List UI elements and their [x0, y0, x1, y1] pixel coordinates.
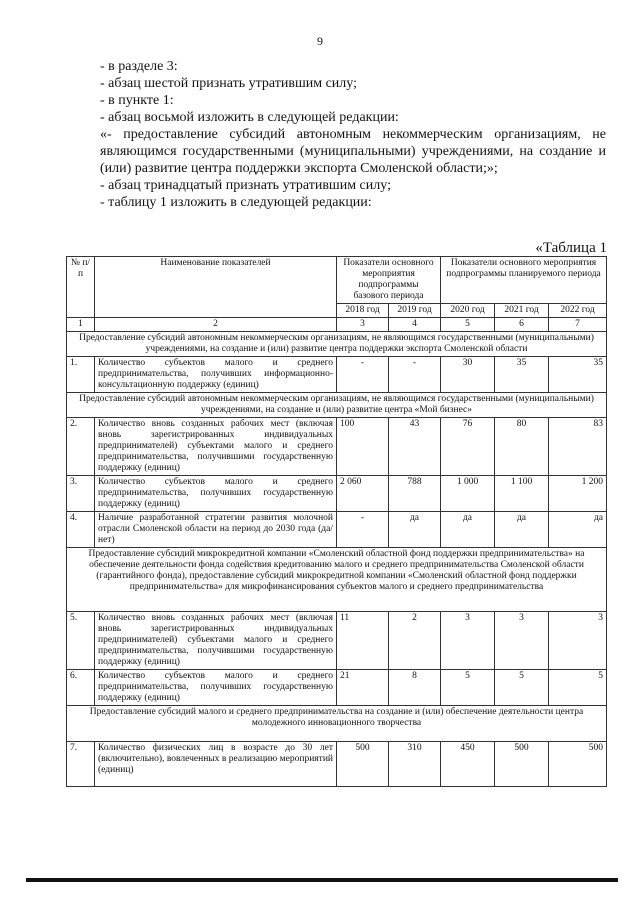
value-cell: 76: [441, 418, 495, 476]
value-cell: 1 100: [495, 476, 549, 512]
value-cell: 3: [549, 612, 607, 670]
section-title: Предоставление субсидий автономным некоммерческим организациям, не являющимся государственными (муниципальными) учреждениями, на создание и (или) развитие центра «Мой бизнес»: [67, 393, 607, 418]
table-row: [67, 512, 607, 548]
indicator-name: Количество физических лиц в возрасте до 30 лет (включительно), вовлеченных в реализацию мероприятий (единиц): [95, 742, 337, 787]
column-number: 1: [67, 318, 95, 332]
value-cell: 5: [441, 670, 495, 706]
section-row: [67, 393, 607, 418]
indicator-name: Количество субъектов малого и среднего предпринимательства, получивших информационно-консультационную поддержку (единиц): [95, 357, 337, 393]
paragraph: - в разделе 3:: [100, 59, 178, 74]
table-row: [67, 357, 607, 393]
value-cell: 5: [495, 670, 549, 706]
section-title: Предоставление субсидий малого и среднего предпринимательства на создание и (или) обеспечение деятельности центра молодежного инновационного творчества: [67, 706, 607, 742]
paragraph: - абзац восьмой изложить в следующей редакции:: [100, 110, 399, 125]
paragraph: - абзац шестой признать утратившим силу;: [100, 76, 357, 91]
value-cell: 450: [441, 742, 495, 787]
indicator-name: Количество субъектов малого и среднего предпринимательства, получивших государственную поддержку (единиц): [95, 670, 337, 706]
value-cell: -: [389, 357, 441, 393]
section-row: [67, 548, 607, 612]
header-plan-period: Показатели основного мероприятия подпрограммы планируемого периода: [441, 257, 607, 304]
column-numbers-row: [67, 318, 607, 332]
value-cell: да: [495, 512, 549, 548]
table-row: [67, 612, 607, 670]
value-cell: 2 060: [337, 476, 389, 512]
table-caption: «Таблица 1: [535, 240, 607, 256]
quoted-paragraph: «- предоставление субсидий автономным некоммерческим организациям, не являющимся государственными (муниципальными) учреждениями, на создание и (или) развитие центра поддержки экспорта Смоленской области;»;: [100, 127, 606, 176]
column-number: 7: [549, 318, 607, 332]
row-number: 4.: [67, 512, 95, 548]
section-title: Предоставление субсидий микрокредитной компании «Смоленский областной фонд поддержки предпринимательства» на обеспечение деятельности фонда содействия кредитованию малого и среднего предпринимательства Смоленской области (гарантийного фонда), предоставление субсидий микрокредитной компании «Смоленский областной фонд поддержки предпринимательства» для микрофинансирования субъектов малого и среднего предпринимательства: [67, 548, 607, 612]
value-cell: 500: [549, 742, 607, 787]
value-cell: 83: [549, 418, 607, 476]
header-year: 2021 год: [495, 304, 549, 318]
header-year: 2018 год: [337, 304, 389, 318]
value-cell: 500: [337, 742, 389, 787]
value-cell: 2: [389, 612, 441, 670]
header-base-period: Показатели основного мероприятия подпрограммы базового периода: [337, 257, 441, 304]
row-number: 1.: [67, 357, 95, 393]
header-year: 2019 год: [389, 304, 441, 318]
value-cell: да: [549, 512, 607, 548]
value-cell: 1 000: [441, 476, 495, 512]
indicators-table: [66, 256, 607, 787]
value-cell: да: [441, 512, 495, 548]
value-cell: 500: [495, 742, 549, 787]
table-row: [67, 742, 607, 787]
value-cell: да: [389, 512, 441, 548]
value-cell: 310: [389, 742, 441, 787]
header-year: 2020 год: [441, 304, 495, 318]
table-header-row: [67, 257, 607, 304]
value-cell: 11: [337, 612, 389, 670]
paragraph: - абзац тринадцатый признать утратившим силу;: [100, 178, 391, 193]
row-number: 7.: [67, 742, 95, 787]
indicator-name: Количество вновь созданных рабочих мест (включая вновь зарегистрированных индивидуальных предпринимателей) субъектами малого и среднего предпринимательства, получившими государственную поддержку (единиц): [95, 418, 337, 476]
row-number: 5.: [67, 612, 95, 670]
header-num: № п/п: [67, 257, 95, 318]
footer-rule: [26, 878, 618, 882]
value-cell: 1 200: [549, 476, 607, 512]
column-number: 3: [337, 318, 389, 332]
value-cell: 100: [337, 418, 389, 476]
value-cell: 21: [337, 670, 389, 706]
value-cell: 30: [441, 357, 495, 393]
section-title: Предоставление субсидий автономным некоммерческим организациям, не являющимся государственными (муниципальными) учреждениями, на создание и (или) развитие центра поддержки экспорта Смоленской области: [67, 332, 607, 357]
value-cell: 80: [495, 418, 549, 476]
value-cell: 3: [495, 612, 549, 670]
header-name: Наименование показателей: [95, 257, 337, 318]
section-row: [67, 332, 607, 357]
paragraph: - таблицу 1 изложить в следующей редакции:: [100, 195, 372, 210]
table-row: [67, 670, 607, 706]
row-number: 6.: [67, 670, 95, 706]
table-row: [67, 476, 607, 512]
value-cell: -: [337, 357, 389, 393]
paragraph: - в пункте 1:: [100, 93, 174, 108]
column-number: 4: [389, 318, 441, 332]
column-number: 2: [95, 318, 337, 332]
column-number: 6: [495, 318, 549, 332]
header-year: 2022 год: [549, 304, 607, 318]
section-row: [67, 706, 607, 742]
value-cell: 5: [549, 670, 607, 706]
value-cell: 43: [389, 418, 441, 476]
indicator-name: Наличие разработанной стратегии развития молочной отрасли Смоленской области на период до 2030 года (да/нет): [95, 512, 337, 548]
body-text: [66, 58, 606, 211]
value-cell: 35: [495, 357, 549, 393]
column-number: 5: [441, 318, 495, 332]
value-cell: 3: [441, 612, 495, 670]
row-number: 3.: [67, 476, 95, 512]
row-number: 2.: [67, 418, 95, 476]
table-row: [67, 418, 607, 476]
indicator-name: Количество вновь созданных рабочих мест (включая вновь зарегистрированных индивидуальных предпринимателей) субъектами малого и среднего предпринимательства, получившими государственную поддержку (единиц): [95, 612, 337, 670]
page-number: 9: [317, 34, 323, 48]
indicator-name: Количество субъектов малого и среднего предпринимательства, получивших государственную поддержку (единиц): [95, 476, 337, 512]
value-cell: 788: [389, 476, 441, 512]
value-cell: 35: [549, 357, 607, 393]
value-cell: -: [337, 512, 389, 548]
value-cell: 8: [389, 670, 441, 706]
